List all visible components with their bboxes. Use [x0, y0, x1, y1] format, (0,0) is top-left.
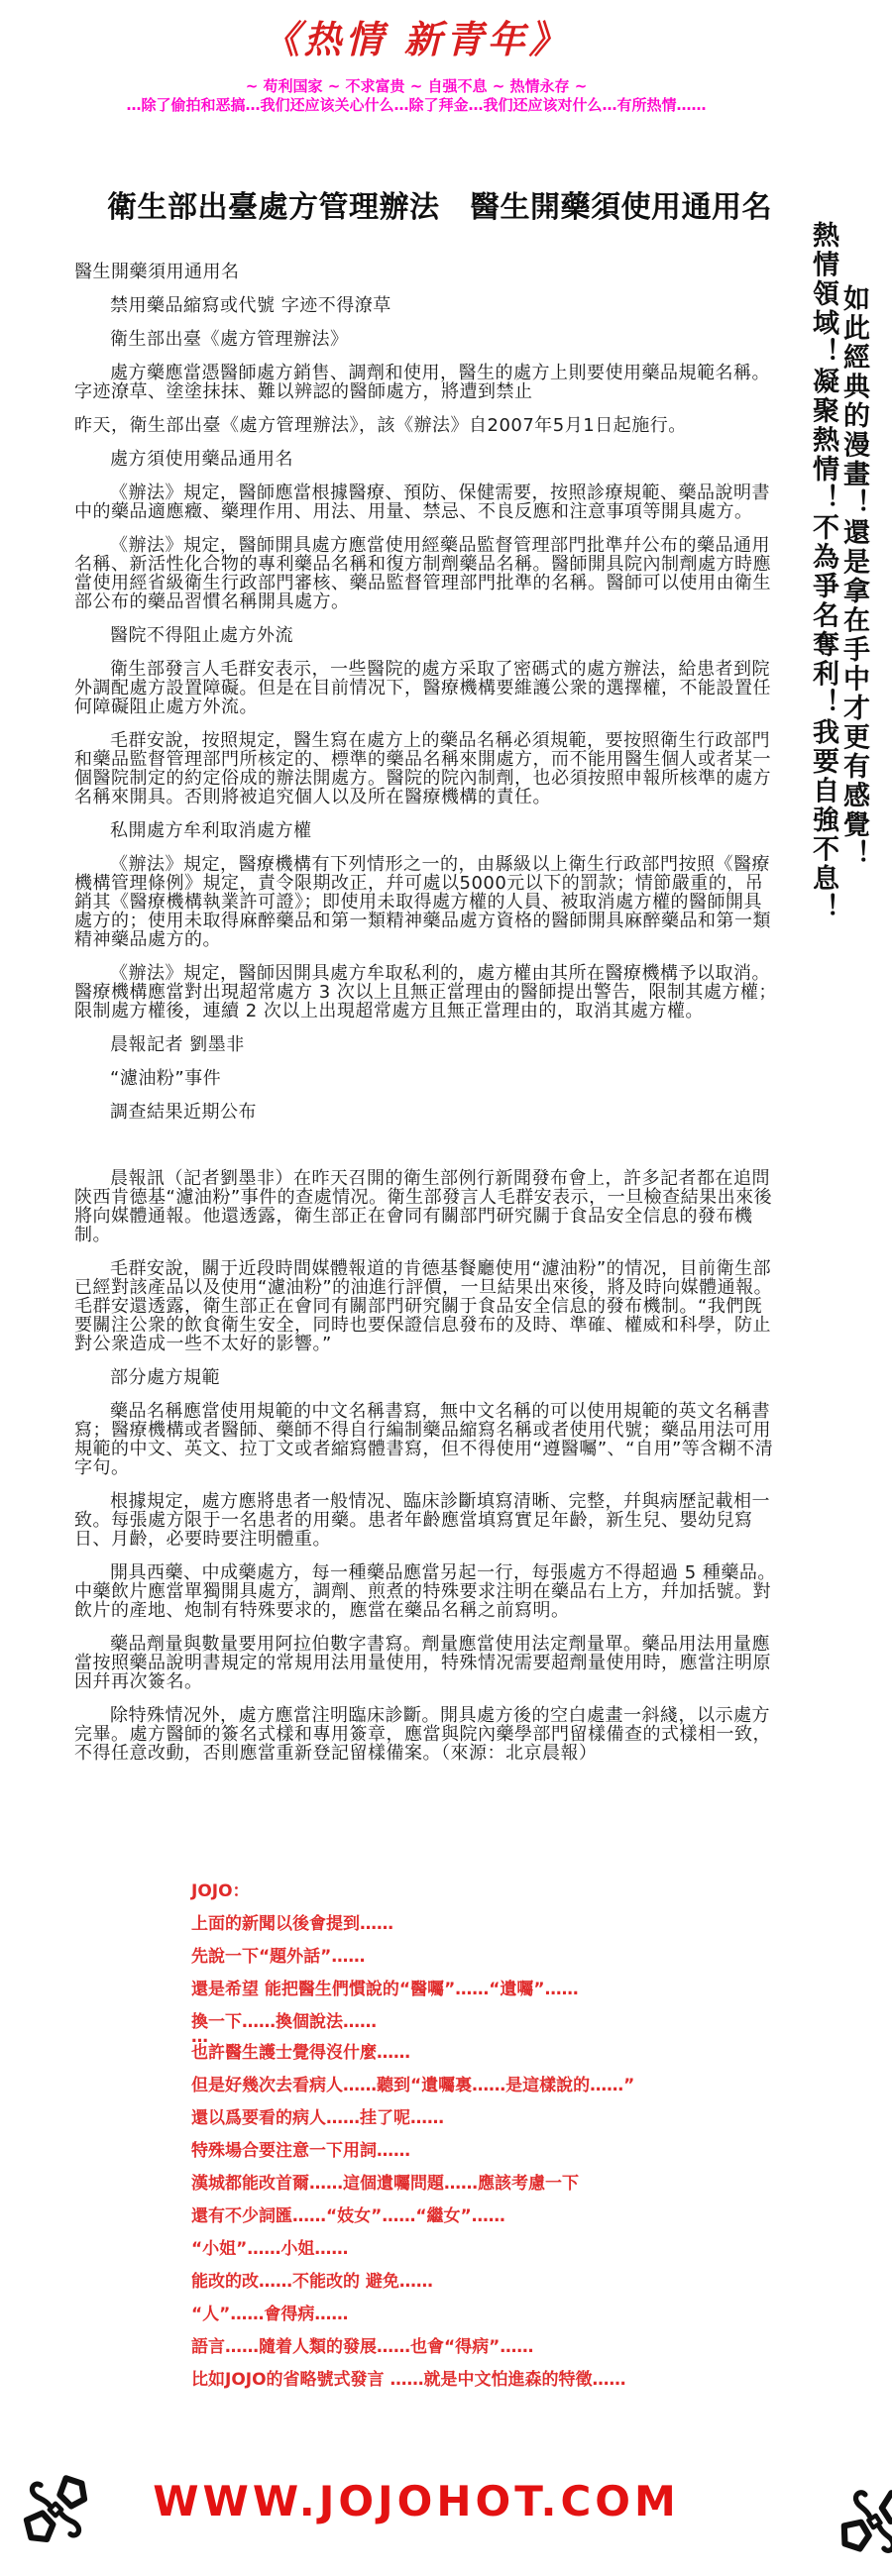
article-paragraph: 晨報訊（記者劉墨非）在昨天召開的衛生部例行新聞發布會上，許多記者都在追問陝西肯德基“濾油粉”事件的查處情况。衛生部發言人毛群安表示，一旦檢查結果出來後將向媒體通報。他還透露，衛生部正在會同有關部門研究關于食品安全信息的發布機制。 — [74, 1168, 773, 1245]
article-paragraph: 處方藥應當憑醫師處方銷售、調劑和使用，醫生的處方上則要使用藥品規範名稱。字迹潦草、塗塗抹抹、難以辨認的醫師處方，將遭到禁止 — [74, 363, 770, 402]
jojo-comment-line: 換一下……換個說法…… — [191, 2012, 377, 2032]
article-paragraph: 藥品名稱應當使用規範的中文名稱書寫，無中文名稱的可以使用規範的英文名稱書寫；醫療機構或者醫師、藥師不得自行編制藥品縮寫名稱或者使用代號；藥品用法可用規範的中文、英文、拉丁文或者縮寫體書寫，但不得使用“遵醫囑”、“自用”等含糊不清字句。 — [74, 1401, 774, 1478]
jojo-comment-line: 但是好幾次去看病人……聽到“遺囑裏……是這樣說的……” — [191, 2076, 635, 2095]
article-paragraph: 根據規定，處方應將患者一般情况、臨床診斷填寫清晰、完整，幷與病歷記載相一致。每張處方限于一名患者的用藥。患者年齡應當填寫實足年齡，新生兒、嬰幼兒寫日、月齡，必要時要注明體重。 — [74, 1491, 770, 1550]
jojo-comment-line: 還是希望 能把醫生們慣說的“醫囑”……“遺囑”…… — [191, 1980, 579, 1999]
jojo-comment-line: “小姐”……小姐…… — [191, 2239, 349, 2259]
jojo-comment-line: 還有不少詞匯……“妓女”……“繼女”…… — [191, 2206, 505, 2226]
article-paragraph: 毛群安說，按照規定，醫生寫在處方上的藥品名稱必須規範，要按照衛生行政部門和藥品監督管理部門所核定的、標準的藥品名稱來開處方，而不能用醫生個人或者某一個醫院制定的約定俗成的辦法開處方。醫院的院內制劑，也必須按照申報所核準的處方名稱來開具。否則將被追究個人以及所在醫療機構的責任。 — [74, 730, 771, 807]
jojo-comment-line: 上面的新聞以後會提到…… — [191, 1914, 393, 1934]
article-paragraph: 藥品劑量與數量要用阿拉伯數字書寫。劑量應當使用法定劑量單。藥品用法用量應當按照藥品說明書規定的常規用法用量使用，特殊情况需要超劑量使用時，應當注明原因幷再次簽名。 — [74, 1634, 771, 1692]
article-paragraph: 《辦法》規定，醫師應當根據醫療、預防、保健需要，按照診療規範、藥品說明書中的藥品適應癥、藥理作用、用法、用量、禁忌、不良反應和注意事項等開具處方。 — [74, 483, 770, 522]
motto-line-2: …除了偷拍和恶搞…我们还应该关心什么…除了拜金…我们还应该对什么…有所热情…… — [126, 96, 707, 114]
article-paragraph: 醫院不得阻止處方外流 — [110, 625, 293, 646]
article-paragraph: 衛生部發言人毛群安表示，一些醫院的處方采取了密碼式的處方辦法，給患者到院外調配處方設置障礙。但是在目前情况下，醫療機構要維護公衆的選擇權，不能設置任何障礙阻止處方外流。 — [74, 659, 771, 717]
article-paragraph: 衛生部出臺《處方管理辦法》 — [110, 329, 349, 350]
article-paragraph: 調查結果近期公布 — [110, 1102, 257, 1123]
article-paragraph: 私開處方牟利取消處方權 — [110, 820, 312, 841]
vertical-slogan-inner: 如此經典的漫畫！還是拿在手中才更有感覺！ — [838, 284, 869, 869]
jojo-comment-line: 也許醫生護士覺得沒什麼…… — [191, 2043, 410, 2063]
jojo-comment-line: 先說一下“題外話”…… — [191, 1947, 366, 1967]
blog-title: 《热情 新青年》 — [262, 17, 571, 61]
article-paragraph: 醫生開藥須用通用名 — [74, 262, 240, 282]
article-paragraph: “濾油粉”事件 — [110, 1068, 222, 1089]
site-url-link[interactable]: WWW.JOJOHOT.COM — [153, 2477, 680, 2525]
article-paragraph: 《辦法》規定，醫師因開具處方牟取私利的，處方權由其所在醫療機構予以取消。醫療機構應當對出現超常處方 3 次以上且無正當理由的醫師提出警告，限制其處方權；限制處方權後，連續 2 次以上出現超常處方且無正當理由的，取消其處方權。 — [74, 963, 777, 1021]
masthead — [0, 16, 833, 115]
article-body — [74, 248, 780, 1777]
jojo-comment-line: 能改的改……不能改的 避免…… — [191, 2272, 433, 2292]
jojo-comment-line: 還以爲要看的病人……挂了呢…… — [191, 2108, 444, 2128]
article-paragraph: 《辦法》規定，醫療機構有下列情形之一的，由縣級以上衛生行政部門按照《醫療機構管理條例》規定，責令限期改正，幷可處以5000元以下的罰款；情節嚴重的，吊銷其《醫療機構執業許可證》；即使用未取得處方權的人員、被取消處方權的醫師開具處方的；使用未取得麻醉藥品和第一類精神藥品處方資格的醫師開具麻醉藥品和第一類精神藥品處方的。 — [74, 854, 771, 950]
motto-line-1: ~ 苟利国家 ~ 不求富贵 ~ 自强不息 ~ 热情永存 ~ — [245, 77, 588, 95]
vertical-slogan-outer: 熱情領域！凝聚熱情！不為爭名奪利！我要自強不息！ — [808, 221, 838, 922]
jojo-comment-line: “人”……會得病…… — [191, 2305, 349, 2324]
article-headline: 衛生部出臺處方管理辦法 醫生開藥須使用通用名 — [107, 190, 772, 225]
jojo-comment-line: 比如JOJO的省略號式發言 ……就是中文怕進森的特徵…… — [191, 2370, 626, 2390]
article-paragraph: 《辦法》規定，醫師開具處方應當使用經藥品監督管理部門批準幷公布的藥品通用名稱、新活性化合物的專利藥品名稱和復方制劑藥品名稱。醫師開具院內制劑處方時應當使用經省級衛生行政部門審核、藥品監督管理部門批準的名稱。醫師可以使用由衛生部公布的藥品習慣名稱開具處方。 — [74, 535, 771, 612]
jojo-commentary — [191, 1882, 806, 2404]
article-paragraph: 昨天，衛生部出臺《處方管理辦法》，該《辦法》自2007年5月1日起施行。 — [74, 415, 687, 436]
article-paragraph: 晨報記者 劉墨非 — [110, 1034, 245, 1055]
article-paragraph: 部分處方規範 — [110, 1367, 220, 1388]
article-paragraph: 處方須使用藥品通用名 — [110, 449, 293, 470]
jojo-comment-line: … — [191, 2027, 208, 2047]
article-paragraph: 開具西藥、中成藥處方，每一種藥品應當另起一行，每張處方不得超過 5 種藥品。中藥飲片應當單獨開具處方，調劑、煎煮的特殊要求注明在藥品右上方，幷加括號。對飲片的產地、炮制有特殊要求的，應當在藥品名稱之前寫明。 — [74, 1562, 776, 1621]
article-paragraph: 禁用藥品縮寫或代號 字迹不得潦草 — [110, 295, 391, 316]
article-paragraph: 除特殊情况外，處方應當注明臨床診斷。開具處方後的空白處畫一斜綫，以示處方完畢。處方醫師的簽名式樣和專用簽章，應當與院內藥學部門留樣備查的式樣相一致，不得任意改動，否則應當重新登記留樣備案。（來源：北京晨報） — [74, 1705, 771, 1764]
jojo-comment-line: JOJO： — [191, 1881, 250, 1901]
jojo-comment-line: 語言……隨着人類的發展……也會“得病”…… — [191, 2337, 534, 2357]
jojo-comment-line: 漢城都能改首爾……這個遺囑問題……應該考慮一下 — [191, 2174, 579, 2194]
article-paragraph: 毛群安說，關于近段時間媒體報道的肯德基餐廳使用“濾油粉”的情况，目前衛生部已經對該產品以及使用“濾油粉”的油進行評價，一旦結果出來後，將及時向媒體通報。毛群安還透露，衛生部正在會同有關部門研究關于食品安全信息的發布機制。“我們旣要關注公衆的飲食衛生安全，同時也要保證信息發布的及時、準確、權威和科學，防止對公衆造成一些不太好的影響。” — [74, 1258, 773, 1354]
jojo-comment-line: 特殊場合要注意一下用詞…… — [191, 2141, 410, 2161]
